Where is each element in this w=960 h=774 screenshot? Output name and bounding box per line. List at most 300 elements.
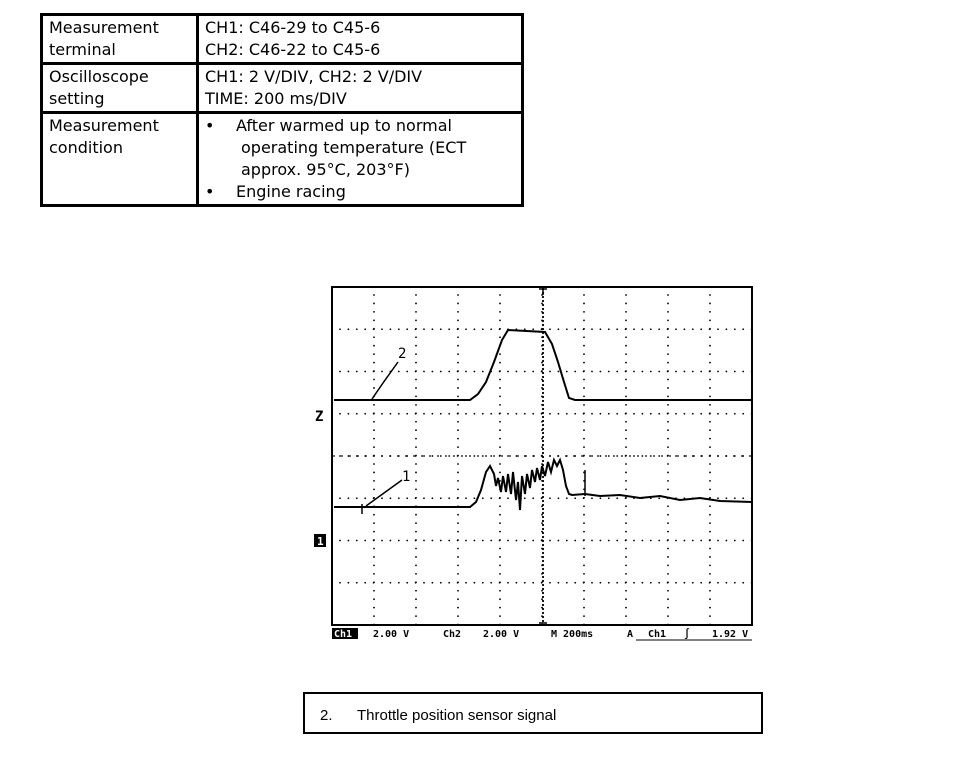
graticule-dot: [726, 582, 728, 584]
graticule-dot: [717, 455, 719, 457]
value-line: CH2: C46-22 to C45-6: [205, 40, 381, 59]
graticule-dot: [437, 455, 439, 457]
graticule-dot: [650, 413, 652, 415]
graticule-dot: [675, 328, 677, 330]
graticule-dot: [333, 455, 335, 457]
graticule-dot: [709, 303, 711, 305]
row-label-terminal: [42, 15, 198, 64]
graticule-dot: [600, 540, 602, 542]
graticule-dot: [542, 488, 544, 490]
graticule-dot: [625, 615, 627, 617]
graticule-dot: [465, 328, 467, 330]
graticule-dot: [625, 421, 627, 423]
graticule-dot: [616, 582, 618, 584]
graticule-dot: [423, 582, 425, 584]
graticule-dot: [542, 444, 544, 446]
graticule-dot: [633, 328, 635, 330]
spec-row-setting: [42, 64, 523, 113]
graticule-dot: [709, 565, 711, 567]
graticule-dot: [542, 524, 544, 526]
graticule-dot: [574, 413, 576, 415]
graticule-dot: [499, 607, 501, 609]
graticule-dot: [667, 294, 669, 296]
graticule-dot: [650, 582, 652, 584]
graticule-dot: [457, 522, 459, 524]
graticule-dot: [499, 615, 501, 617]
graticule-dot: [364, 413, 366, 415]
graticule-dot: [566, 497, 568, 499]
graticule-dot: [542, 548, 544, 550]
graticule-dot: [373, 624, 375, 626]
graticule-dot: [415, 590, 417, 592]
bullet-line: Engine racing: [236, 182, 346, 201]
graticule-dot: [734, 371, 736, 373]
graticule-dot: [381, 582, 383, 584]
graticule-dot: [542, 596, 544, 598]
graticule-dot: [542, 612, 544, 614]
graticule-dot: [625, 548, 627, 550]
graticule-dot: [542, 348, 544, 350]
graticule-dot: [583, 539, 585, 541]
graticule-dot: [339, 328, 341, 330]
graticule-dot: [499, 396, 501, 398]
graticule-dot: [658, 582, 660, 584]
graticule-dot: [667, 472, 669, 474]
graticule-dot: [566, 328, 568, 330]
graticule-dot: [583, 379, 585, 381]
graticule-dot: [348, 371, 350, 373]
graticule-dot: [565, 455, 567, 457]
graticule-dot: [667, 404, 669, 406]
graticule-dot: [589, 455, 591, 457]
graticule-dot: [684, 582, 686, 584]
graticule-dot: [591, 540, 593, 542]
graticule-dot: [373, 556, 375, 558]
graticule-dot: [356, 328, 358, 330]
graticule-dot: [415, 319, 417, 321]
graticule-dot: [357, 455, 359, 457]
graticule-dot: [542, 592, 544, 594]
graticule-dot: [415, 387, 417, 389]
graticule-dot: [542, 560, 544, 562]
graticule-dot: [600, 413, 602, 415]
graticule-dot: [709, 362, 711, 364]
graticule-dot: [583, 497, 585, 499]
graticule-dot: [558, 497, 560, 499]
graticule-dot: [423, 497, 425, 499]
graticule-dot: [625, 607, 627, 609]
timebase: M 200ms: [551, 629, 594, 640]
graticule-dot: [490, 455, 492, 457]
ch2-label-text: 2: [398, 346, 407, 362]
graticule-dot: [625, 522, 627, 524]
graticule-dot: [542, 296, 544, 298]
graticule-dot: [625, 353, 627, 355]
graticule-dot: [542, 312, 544, 314]
graticule-dot: [389, 455, 391, 457]
graticule-dot: [541, 624, 543, 626]
graticule-dot: [625, 336, 627, 338]
graticule-dot: [516, 455, 518, 457]
graticule-dot: [542, 360, 544, 362]
graticule-dot: [709, 387, 711, 389]
graticule-dot: [381, 371, 383, 373]
bullet-icon: •: [205, 182, 215, 201]
graticule-dot: [499, 581, 501, 583]
graticule-dot: [415, 607, 417, 609]
graticule-dot: [415, 615, 417, 617]
graticule-dot: [625, 581, 627, 583]
graticule-dot: [541, 446, 543, 448]
graticule-dot: [583, 455, 585, 457]
graticule-dot: [381, 540, 383, 542]
graticule-dot: [658, 328, 660, 330]
graticule-dot: [667, 412, 669, 414]
graticule-dot: [616, 328, 618, 330]
graticule-dot: [742, 328, 744, 330]
graticule-dot: [406, 328, 408, 330]
graticule-dot: [650, 328, 652, 330]
graticule-dot: [709, 404, 711, 406]
graticule-dot: [685, 455, 687, 457]
graticule-dot: [373, 336, 375, 338]
graticule-dot: [542, 340, 544, 342]
graticule-dot: [633, 582, 635, 584]
graticule-dot: [717, 371, 719, 373]
graticule-dot: [667, 387, 669, 389]
graticule-dot: [625, 455, 627, 457]
graticule-dot: [373, 421, 375, 423]
graticule-dot: [448, 497, 450, 499]
graticule-dot: [457, 598, 459, 600]
graticule-dot: [583, 294, 585, 296]
graticule-dot: [558, 540, 560, 542]
graticule-dot: [364, 497, 366, 499]
graticule-dot: [751, 371, 753, 373]
graticule-dot: [583, 319, 585, 321]
graticule-dot: [542, 304, 544, 306]
graticule-dot: [542, 384, 544, 386]
graticule-dot: [616, 413, 618, 415]
graticule-dot: [474, 413, 476, 415]
graticule-dot: [542, 460, 544, 462]
graticule-dot: [457, 531, 459, 533]
graticule-dot: [499, 556, 501, 558]
bullet-line: operating temperature (ECT: [241, 138, 467, 157]
graticule-dot: [485, 455, 487, 457]
graticule-dot: [542, 552, 544, 554]
graticule-dot: [709, 615, 711, 617]
graticule-dot: [583, 328, 585, 330]
graticule-dot: [667, 336, 669, 338]
label-line: condition: [49, 138, 123, 157]
graticule-dot: [499, 598, 501, 600]
graticule-dot: [751, 328, 753, 330]
graticule-dot: [381, 328, 383, 330]
graticule-dot: [542, 620, 544, 622]
graticule-dot: [625, 446, 627, 448]
graticule-dot: [373, 472, 375, 474]
graticule-dot: [457, 472, 459, 474]
graticule-dot: [474, 328, 476, 330]
graticule-dot: [349, 455, 351, 457]
graticule-dot: [667, 370, 669, 372]
graticule-dot: [423, 540, 425, 542]
graticule-dot: [709, 472, 711, 474]
graticule-dot: [692, 328, 694, 330]
graticule-dot: [709, 488, 711, 490]
graticule-dot: [542, 588, 544, 590]
graticule-dot: [583, 573, 585, 575]
graticule-dot: [542, 604, 544, 606]
graticule-dot: [583, 336, 585, 338]
ch2-ref-marker: Z: [315, 409, 324, 425]
graticule-dot: [700, 413, 702, 415]
ch2-scale: 2.00 V: [483, 629, 520, 640]
row-label-condition: [42, 113, 198, 206]
graticule-dot: [457, 446, 459, 448]
graticule-dot: [415, 624, 417, 626]
graticule-dot: [415, 429, 417, 431]
graticule-dot: [608, 582, 610, 584]
graticule-dot: [373, 412, 375, 414]
graticule-dot: [709, 480, 711, 482]
graticule-dot: [542, 600, 544, 602]
graticule-dot: [356, 413, 358, 415]
graticule-dot: [465, 497, 467, 499]
graticule-dot: [415, 463, 417, 465]
graticule-dot: [499, 624, 501, 626]
graticule-dot: [465, 455, 467, 457]
graticule-dot: [457, 548, 459, 550]
graticule-dot: [625, 539, 627, 541]
graticule-dot: [457, 581, 459, 583]
graticule-dot: [549, 540, 551, 542]
graticule-dot: [373, 539, 375, 541]
graticule-dot: [541, 514, 543, 516]
graticule-dot: [625, 438, 627, 440]
graticule-dot: [542, 564, 544, 566]
graticule-dot: [390, 582, 392, 584]
graticule-dot: [413, 455, 415, 457]
spec-row-terminal: [42, 15, 523, 64]
graticule-dot: [661, 455, 663, 457]
spec-row-condition: [42, 113, 523, 206]
graticule-dot: [709, 319, 711, 321]
graticule-dot: [642, 540, 644, 542]
graticule-dot: [457, 387, 459, 389]
graticule-dot: [658, 371, 660, 373]
graticule-dot: [675, 413, 677, 415]
graticule-dot: [499, 328, 501, 330]
graticule-dot: [709, 396, 711, 398]
graticule-dot: [465, 582, 467, 584]
graticule-dot: [415, 556, 417, 558]
graticule-dot: [542, 412, 544, 414]
graticule-dot: [692, 413, 694, 415]
graticule-dot: [616, 540, 618, 542]
graticule-dot: [457, 311, 459, 313]
graticule-dot: [558, 328, 560, 330]
graticule-dot: [583, 505, 585, 507]
graticule-dot: [482, 497, 484, 499]
graticule-dot: [709, 336, 711, 338]
graticule-dot: [633, 371, 635, 373]
graticule-dot: [583, 370, 585, 372]
graticule-dot: [348, 455, 350, 457]
graticule-dot: [542, 316, 544, 318]
graticule-dot: [583, 590, 585, 592]
graticule-dot: [625, 319, 627, 321]
graticule-dot: [583, 565, 585, 567]
graticule-dot: [667, 624, 669, 626]
graticule-dot: [675, 371, 677, 373]
graticule-dot: [742, 582, 744, 584]
graticule-dot: [684, 540, 686, 542]
graticule-dot: [373, 438, 375, 440]
scope-status-bar: [332, 628, 752, 640]
graticule-dot: [499, 590, 501, 592]
ch1-label-text: 1: [402, 469, 411, 485]
graticule-dot: [373, 480, 375, 482]
graticule-dot: [499, 522, 501, 524]
graticule-dot: [373, 319, 375, 321]
graticule-dot: [650, 371, 652, 373]
graticule-dot: [542, 396, 544, 398]
graticule-dot: [709, 463, 711, 465]
graticule-dot: [709, 379, 711, 381]
graticule-dot: [524, 371, 526, 373]
label-line: Measurement: [49, 116, 159, 135]
graticule-dot: [542, 408, 544, 410]
graticule-dot: [583, 556, 585, 558]
graticule-dot: [381, 455, 383, 457]
graticule-dot: [726, 371, 728, 373]
graticule-dot: [667, 379, 669, 381]
graticule-dot: [415, 370, 417, 372]
graticule-dot: [499, 539, 501, 541]
trigger-source: Ch1: [648, 629, 667, 640]
graticule-dot: [415, 581, 417, 583]
graticule-dot: [633, 455, 635, 457]
graticule-dot: [608, 497, 610, 499]
graticule-dot: [583, 421, 585, 423]
graticule-dot: [542, 496, 544, 498]
graticule-dot: [621, 455, 623, 457]
graticule-dot: [415, 598, 417, 600]
graticule-dot: [516, 413, 518, 415]
graticule-dot: [616, 371, 618, 373]
graticule-dot: [457, 615, 459, 617]
graticule-dot: [390, 497, 392, 499]
graticule-dot: [482, 455, 484, 457]
graticule-dot: [373, 565, 375, 567]
value-line: CH1: 2 V/DIV, CH2: 2 V/DIV: [205, 67, 423, 86]
graticule-dot: [583, 615, 585, 617]
spec-table: [40, 13, 524, 207]
graticule-dot: [415, 539, 417, 541]
graticule-dot: [415, 488, 417, 490]
graticule-dot: [373, 514, 375, 516]
graticule-dot: [507, 371, 509, 373]
graticule-dot: [542, 380, 544, 382]
graticule-dot: [549, 328, 551, 330]
graticule-dot: [542, 392, 544, 394]
graticule-dot: [499, 404, 501, 406]
graticule-dot: [499, 472, 501, 474]
graticule-dot: [474, 540, 476, 542]
label-line: Oscilloscope: [49, 67, 149, 86]
graticule-dot: [542, 568, 544, 570]
graticule-dot: [507, 582, 509, 584]
graticule-dot: [457, 379, 459, 381]
row-value-condition: [198, 113, 523, 206]
graticule-dot: [490, 497, 492, 499]
graticule-dot: [709, 353, 711, 355]
graticule-dot: [637, 455, 639, 457]
graticule-dot: [726, 540, 728, 542]
graticule-dot: [356, 497, 358, 499]
graticule-dot: [667, 539, 669, 541]
graticule-dot: [445, 455, 447, 457]
graticule-dot: [542, 336, 544, 338]
graticule-dot: [542, 508, 544, 510]
graticule-dot: [415, 412, 417, 414]
graticule-dot: [717, 582, 719, 584]
graticule-dot: [667, 311, 669, 313]
graticule-dot: [549, 497, 551, 499]
graticule-dot: [717, 413, 719, 415]
graticule-dot: [499, 438, 501, 440]
graticule-dot: [542, 580, 544, 582]
graticule-dot: [509, 455, 511, 457]
graticule-dot: [658, 455, 660, 457]
graticule-dot: [406, 413, 408, 415]
graticule-dot: [549, 582, 551, 584]
graticule-dot: [542, 376, 544, 378]
graticule-dot: [499, 573, 501, 575]
graticule-dot: [613, 455, 615, 457]
graticule-dot: [542, 320, 544, 322]
graticule-dot: [373, 446, 375, 448]
graticule-dot: [642, 371, 644, 373]
graticule-dot: [667, 556, 669, 558]
graticule-dot: [415, 497, 417, 499]
graticule-dot: [667, 319, 669, 321]
graticule-dot: [583, 345, 585, 347]
graticule-dot: [591, 497, 593, 499]
graticule-dot: [448, 582, 450, 584]
graticule-dot: [583, 514, 585, 516]
graticule-dot: [583, 522, 585, 524]
graticule-dot: [364, 582, 366, 584]
graticule-dot: [625, 505, 627, 507]
graticule-dot: [709, 573, 711, 575]
graticule-dot: [667, 505, 669, 507]
graticule-dot: [675, 582, 677, 584]
graticule-dot: [339, 582, 341, 584]
graticule-dot: [482, 371, 484, 373]
graticule-dot: [709, 446, 711, 448]
graticule-dot: [542, 616, 544, 618]
graticule-dot: [457, 556, 459, 558]
graticule-dot: [499, 387, 501, 389]
graticule-dot: [415, 336, 417, 338]
graticule-dot: [499, 514, 501, 516]
graticule-dot: [348, 497, 350, 499]
graticule-dot: [339, 371, 341, 373]
graticule-dot: [457, 353, 459, 355]
